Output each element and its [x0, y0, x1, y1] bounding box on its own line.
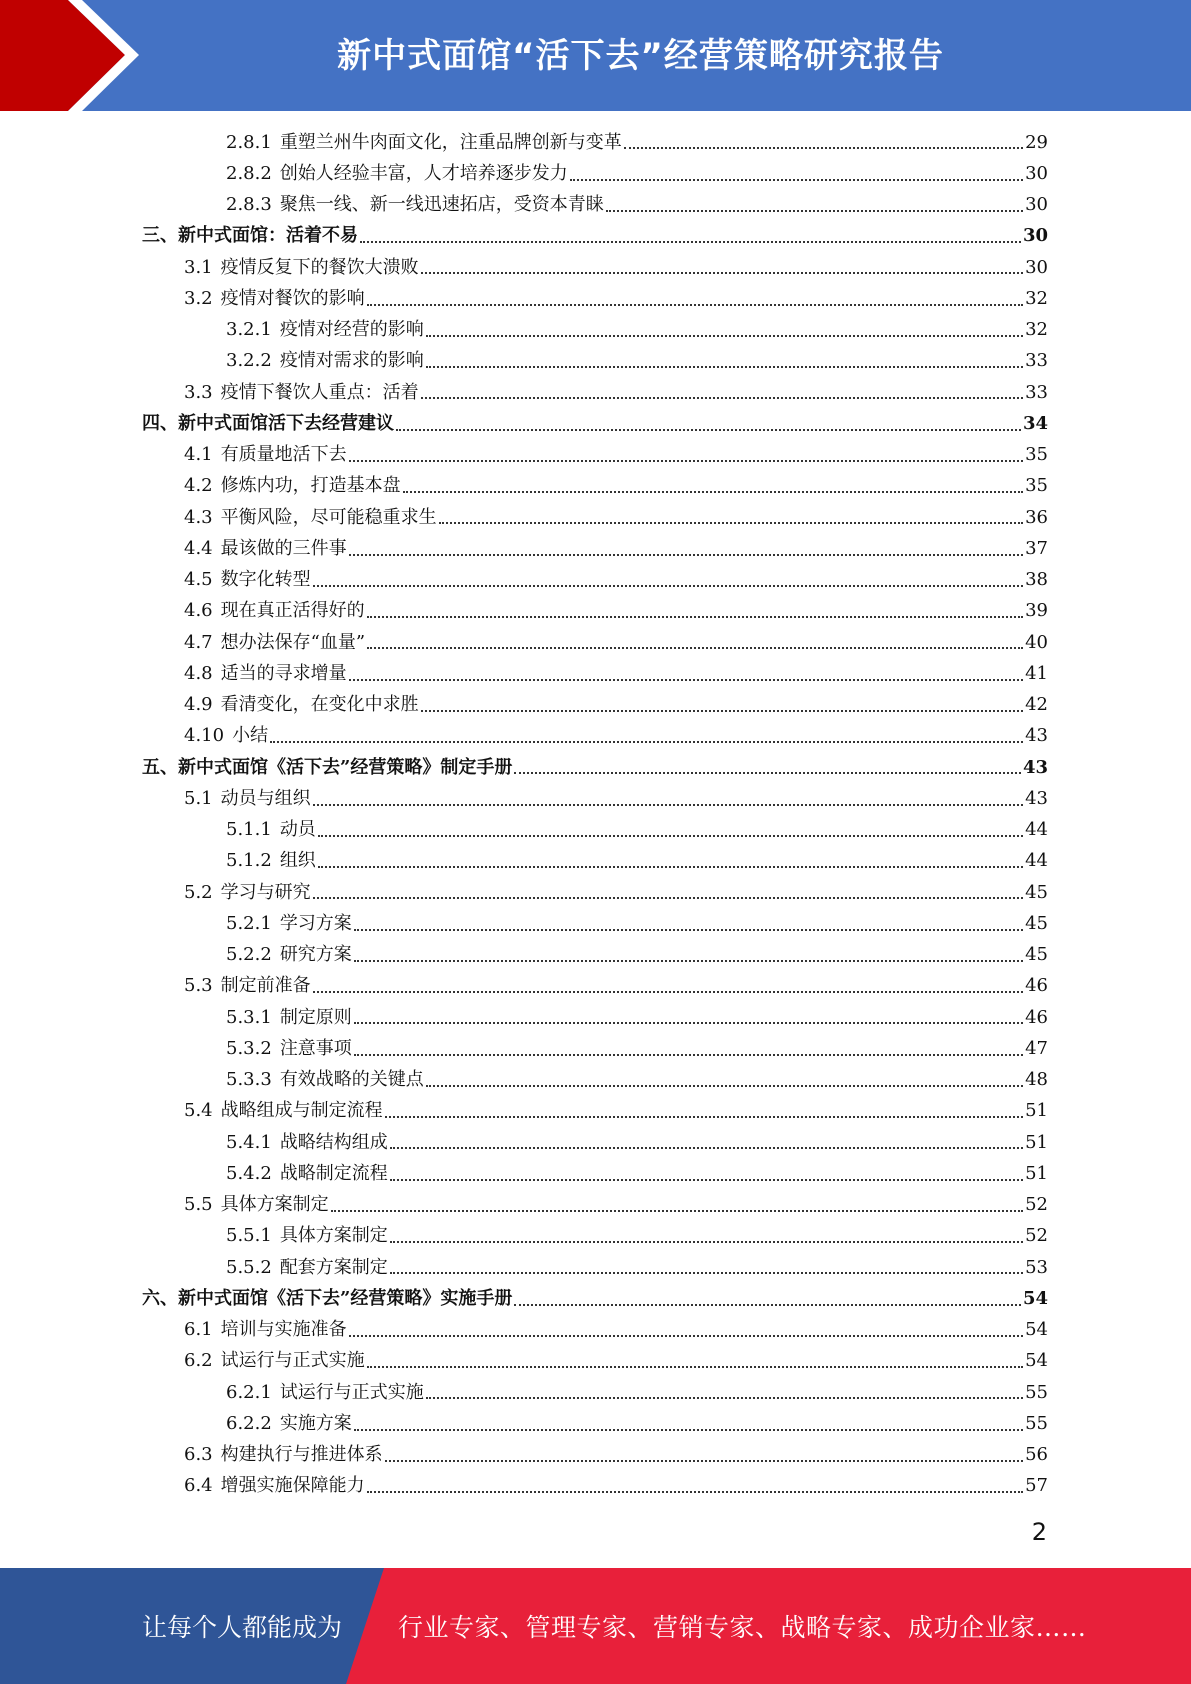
toc-entry-label	[184, 446, 347, 464]
toc-entry-number: 5.3.2	[226, 1037, 272, 1059]
toc-entry-number: 5.4.1	[226, 1131, 272, 1153]
toc-entry[interactable]	[142, 1221, 1048, 1252]
toc-entry-label	[226, 1412, 352, 1434]
toc-entry-number: 3.2	[184, 287, 213, 309]
toc-entry-label	[226, 1256, 388, 1278]
toc-entry-text: 构建执行与推进体系	[220, 1444, 383, 1466]
toc-entry-label	[226, 852, 316, 870]
toc-entry-number: 6.2.1	[226, 1381, 272, 1403]
toc-entry[interactable]	[142, 783, 1048, 814]
toc-entry-page: 44	[1025, 850, 1048, 872]
toc-entry-page: 53	[1025, 1256, 1048, 1278]
toc-entry-label	[184, 381, 419, 403]
table-of-contents	[142, 127, 1048, 1502]
toc-entry-number: 2.8.1	[226, 131, 272, 153]
toc-entry[interactable]	[142, 533, 1048, 564]
toc-entry-number: 5.1.2	[226, 850, 272, 872]
toc-dot-leader	[514, 1290, 1021, 1306]
toc-entry-page: 42	[1025, 694, 1048, 716]
toc-entry-text: 制定前准备	[220, 975, 311, 997]
toc-dot-leader	[367, 1352, 1023, 1368]
toc-entry-label	[184, 602, 365, 620]
toc-entry[interactable]	[142, 846, 1048, 877]
toc-dot-leader	[570, 165, 1023, 181]
toc-entry-page: 44	[1025, 819, 1048, 841]
toc-entry-label	[184, 1102, 383, 1120]
toc-entry-page: 54	[1025, 1350, 1048, 1372]
toc-entry-text: 试运行与正式实施	[279, 1381, 424, 1403]
toc-entry-text: 适当的寻求增量	[220, 662, 347, 684]
toc-dot-leader	[426, 1071, 1023, 1087]
toc-entry[interactable]	[142, 190, 1048, 221]
toc-entry-label	[226, 1006, 352, 1028]
toc-dot-leader	[385, 1102, 1023, 1118]
toc-entry-label	[184, 631, 366, 653]
toc-entry-text: 平衡风险，尽可能稳重求生	[220, 506, 437, 528]
toc-dot-leader	[354, 1040, 1023, 1056]
toc-entry-page: 51	[1025, 1131, 1048, 1153]
toc-entry-text: 重塑兰州牛肉面文化，注重品牌创新与变革	[279, 131, 622, 153]
toc-dot-leader	[349, 1321, 1023, 1337]
toc-entry[interactable]	[142, 1096, 1048, 1127]
toc-entry-page: 30	[1025, 256, 1048, 278]
header-title: 新中式面馆“活下去”经营策略研究报告	[337, 35, 944, 76]
toc-entry-label	[226, 821, 316, 839]
toc-dot-leader	[439, 508, 1023, 524]
toc-dot-leader	[390, 1133, 1023, 1149]
toc-entry[interactable]	[142, 283, 1048, 314]
toc-dot-leader	[313, 977, 1023, 993]
toc-entry-number: 4.5	[184, 569, 213, 591]
toc-entry-page: 39	[1025, 600, 1048, 622]
toc-dot-leader	[360, 227, 1021, 243]
toc-entry-number: 6.1	[184, 1319, 213, 1341]
toc-entry-number: 4.6	[184, 600, 213, 622]
toc-entry-number: 2.8.2	[226, 162, 272, 184]
toc-entry[interactable]	[142, 315, 1048, 346]
toc-dot-leader	[270, 727, 1023, 743]
toc-entry-text: 组织	[279, 850, 316, 872]
header-arrow-graphic	[0, 0, 160, 111]
toc-entry-page: 35	[1025, 475, 1048, 497]
toc-dot-leader	[385, 1446, 1023, 1462]
toc-entry[interactable]	[142, 690, 1048, 721]
toc-entry-page: 30	[1022, 225, 1048, 247]
toc-entry-text: 疫情对经营的影响	[279, 319, 424, 341]
toc-entry-text: 战略组成与制定流程	[220, 1100, 383, 1122]
toc-entry-text: 聚焦一线、新一线迅速拓店，受资本青睐	[279, 194, 604, 216]
toc-dot-leader	[318, 852, 1023, 868]
toc-entry-page: 35	[1025, 444, 1048, 466]
toc-entry[interactable]	[142, 877, 1048, 908]
toc-dot-leader	[367, 1477, 1023, 1493]
toc-entry-label	[184, 256, 419, 278]
toc-entry-label	[226, 352, 424, 370]
toc-entry-label	[184, 506, 437, 528]
toc-entry-page: 48	[1025, 1069, 1048, 1091]
toc-entry-label	[226, 1131, 388, 1153]
toc-entry-number: 6.4	[184, 1475, 213, 1497]
toc-entry-page: 45	[1025, 912, 1048, 934]
toc-entry-text: 试运行与正式实施	[220, 1350, 365, 1372]
toc-entry[interactable]	[142, 1033, 1048, 1064]
toc-entry-number: 5.3.1	[226, 1006, 272, 1028]
toc-entry-number: 3.2.1	[226, 319, 272, 341]
toc-entry-label	[184, 662, 347, 684]
toc-entry-text: 学习与研究	[220, 881, 311, 903]
toc-entry-text: 学习方案	[279, 912, 352, 934]
toc-entry-page: 43	[1025, 787, 1048, 809]
toc-entry-label	[184, 727, 268, 745]
toc-entry-text: 六、新中式面馆《活下去”经营策略》实施手册	[142, 1287, 513, 1309]
toc-entry-label	[226, 1037, 352, 1059]
toc-entry[interactable]	[142, 658, 1048, 689]
toc-entry-number: 5.5	[184, 1194, 213, 1216]
toc-entry-page: 41	[1025, 662, 1048, 684]
page-footer	[0, 1568, 1191, 1684]
toc-dot-leader	[396, 415, 1021, 431]
toc-entry-number: 4.1	[184, 444, 213, 466]
toc-entry-page: 55	[1025, 1381, 1048, 1403]
toc-entry-page: 32	[1025, 287, 1048, 309]
toc-entry-number: 3.1	[184, 256, 213, 278]
toc-entry-text: 配套方案制定	[279, 1256, 388, 1278]
toc-entry-text: 动员与组织	[220, 787, 311, 809]
toc-entry-text: 四、新中式面馆活下去经营建议	[142, 412, 394, 434]
toc-entry-text: 培训与实施准备	[220, 1319, 347, 1341]
toc-entry[interactable]	[142, 1065, 1048, 1096]
toc-entry-page: 43	[1025, 725, 1048, 747]
toc-entry-page: 40	[1025, 631, 1048, 653]
toc-entry-text: 战略结构组成	[279, 1131, 388, 1153]
toc-entry-label	[226, 946, 352, 964]
toc-entry-number: 4.10	[184, 725, 225, 747]
toc-entry-number: 5.1	[184, 787, 213, 809]
toc-entry-number: 5.2	[184, 881, 213, 903]
toc-entry[interactable]	[142, 1440, 1048, 1471]
toc-entry-number: 5.4	[184, 1100, 213, 1122]
toc-entry-label	[226, 1381, 424, 1403]
toc-entry[interactable]	[142, 1408, 1048, 1439]
toc-entry-number: 5.2.1	[226, 912, 272, 934]
toc-entry-number: 3.3	[184, 381, 213, 403]
toc-entry-label	[226, 1227, 388, 1245]
toc-entry-page: 51	[1025, 1100, 1048, 1122]
toc-entry[interactable]	[142, 1190, 1048, 1221]
toc-entry[interactable]	[142, 158, 1048, 189]
toc-entry-text: 小结	[232, 725, 269, 747]
toc-entry[interactable]	[142, 471, 1048, 502]
toc-entry[interactable]	[142, 721, 1048, 752]
toc-entry-page: 54	[1022, 1287, 1048, 1309]
toc-dot-leader	[403, 477, 1023, 493]
toc-entry-page: 47	[1025, 1037, 1048, 1059]
toc-entry-number: 6.2.2	[226, 1412, 272, 1434]
toc-entry[interactable]	[142, 252, 1048, 283]
toc-entry-label	[184, 1352, 365, 1370]
toc-entry-text: 疫情下餐饮人重点：活着	[220, 381, 419, 403]
toc-dot-leader	[514, 758, 1021, 774]
toc-entry-label	[142, 412, 394, 434]
toc-entry-text: 修炼内功，打造基本盘	[220, 475, 401, 497]
toc-entry-page: 54	[1025, 1319, 1048, 1341]
toc-entry-number: 4.8	[184, 662, 213, 684]
toc-entry-label	[226, 1071, 424, 1089]
toc-entry-label	[184, 477, 401, 495]
toc-entry[interactable]	[142, 1002, 1048, 1033]
toc-dot-leader	[313, 883, 1023, 899]
toc-entry-number: 4.9	[184, 694, 213, 716]
toc-entry[interactable]	[142, 1377, 1048, 1408]
toc-entry-number: 5.5.1	[226, 1225, 272, 1247]
toc-dot-leader	[390, 1258, 1023, 1274]
toc-entry-label	[184, 881, 311, 903]
toc-entry-number: 5.5.2	[226, 1256, 272, 1278]
toc-entry-page: 51	[1025, 1162, 1048, 1184]
toc-entry-label	[184, 977, 311, 995]
toc-dot-leader	[354, 1415, 1023, 1431]
toc-dot-leader	[426, 321, 1023, 337]
toc-entry-number: 4.2	[184, 475, 213, 497]
toc-entry[interactable]	[142, 1471, 1048, 1502]
toc-dot-leader	[367, 633, 1023, 649]
toc-entry-page: 52	[1025, 1225, 1048, 1247]
toc-entry[interactable]	[142, 627, 1048, 658]
toc-dot-leader	[349, 540, 1023, 556]
toc-entry[interactable]	[142, 1252, 1048, 1283]
toc-dot-leader	[390, 1165, 1023, 1181]
toc-entry-label	[226, 196, 604, 214]
toc-entry-page: 55	[1025, 1412, 1048, 1434]
toc-entry-text: 增强实施保障能力	[220, 1475, 365, 1497]
footer-slogan-right: 行业专家、管理专家、营销专家、战略专家、成功企业家……	[398, 1613, 1087, 1642]
toc-entry-page: 33	[1025, 381, 1048, 403]
toc-entry-label	[142, 1287, 513, 1309]
toc-dot-leader	[349, 665, 1023, 681]
toc-entry-page: 43	[1022, 756, 1048, 778]
toc-entry-label	[226, 1162, 388, 1184]
toc-entry[interactable]	[142, 752, 1048, 783]
toc-entry[interactable]	[142, 1315, 1048, 1346]
toc-entry-text: 三、新中式面馆：活着不易	[142, 225, 358, 247]
toc-entry[interactable]	[142, 1346, 1048, 1377]
toc-entry-number: 6.3	[184, 1444, 213, 1466]
toc-dot-leader	[313, 790, 1023, 806]
toc-entry[interactable]	[142, 127, 1048, 158]
toc-entry-label	[142, 756, 513, 778]
toc-entry-page: 38	[1025, 569, 1048, 591]
toc-entry[interactable]	[142, 377, 1048, 408]
toc-dot-leader	[421, 258, 1023, 274]
toc-entry-page: 56	[1025, 1444, 1048, 1466]
toc-entry-text: 最该做的三件事	[220, 537, 347, 559]
toc-entry-number: 6.2	[184, 1350, 213, 1372]
toc-entry-page: 45	[1025, 881, 1048, 903]
toc-entry-text: 创始人经验丰富，人才培养逐步发力	[279, 162, 568, 184]
toc-entry[interactable]	[142, 502, 1048, 533]
toc-entry-text: 研究方案	[279, 944, 352, 966]
toc-dot-leader	[421, 383, 1023, 399]
toc-entry[interactable]	[142, 940, 1048, 971]
toc-entry-page: 29	[1025, 131, 1048, 153]
toc-entry-page: 32	[1025, 319, 1048, 341]
toc-entry-number: 5.3.3	[226, 1069, 272, 1091]
toc-entry-text: 动员	[279, 819, 316, 841]
toc-entry-page: 34	[1022, 412, 1048, 434]
toc-entry-text: 疫情对餐饮的影响	[220, 287, 365, 309]
toc-entry-number: 4.7	[184, 631, 213, 653]
toc-entry-label	[184, 571, 311, 589]
toc-entry-page: 30	[1025, 194, 1048, 216]
toc-dot-leader	[624, 133, 1023, 149]
toc-entry-text: 疫情对需求的影响	[279, 350, 424, 372]
toc-entry-text: 疫情反复下的餐饮大溃败	[220, 256, 419, 278]
toc-entry-text: 注意事项	[279, 1037, 352, 1059]
toc-entry-label	[184, 1477, 365, 1495]
toc-entry-label	[184, 1196, 329, 1214]
footer-slogan-left: 让每个人都能成为	[142, 1613, 343, 1642]
toc-entry[interactable]	[142, 1158, 1048, 1189]
toc-entry-page: 30	[1025, 162, 1048, 184]
toc-entry[interactable]	[142, 346, 1048, 377]
toc-entry-page: 46	[1025, 975, 1048, 997]
toc-dot-leader	[313, 571, 1023, 587]
toc-entry-number: 5.1.1	[226, 819, 272, 841]
toc-entry-label	[142, 227, 358, 245]
toc-dot-leader	[606, 196, 1023, 212]
toc-entry-page: 57	[1025, 1475, 1048, 1497]
page-header	[0, 0, 1191, 111]
toc-entry-label	[226, 162, 568, 184]
toc-entry[interactable]	[142, 1127, 1048, 1158]
toc-entry-page: 33	[1025, 350, 1048, 372]
toc-dot-leader	[367, 602, 1023, 618]
toc-entry-text: 实施方案	[279, 1412, 352, 1434]
toc-entry[interactable]	[142, 815, 1048, 846]
toc-entry-text: 看清变化，在变化中求胜	[220, 694, 419, 716]
toc-dot-leader	[421, 696, 1023, 712]
toc-entry-number: 5.4.2	[226, 1162, 272, 1184]
toc-dot-leader	[354, 946, 1023, 962]
toc-dot-leader	[426, 352, 1023, 368]
toc-dot-leader	[426, 1383, 1023, 1399]
toc-entry-page: 37	[1025, 537, 1048, 559]
toc-entry-text: 现在真正活得好的	[220, 600, 365, 622]
toc-entry[interactable]	[142, 440, 1048, 471]
toc-dot-leader	[390, 1227, 1023, 1243]
toc-entry[interactable]	[142, 565, 1048, 596]
toc-entry-number: 4.3	[184, 506, 213, 528]
toc-entry-text: 五、新中式面馆《活下去”经营策略》制定手册	[142, 756, 513, 778]
toc-entry-text: 想办法保存“血量”	[220, 631, 366, 653]
toc-entry[interactable]	[142, 971, 1048, 1002]
page-number: 2	[1031, 1518, 1047, 1546]
toc-dot-leader	[354, 915, 1023, 931]
toc-dot-leader	[354, 1008, 1023, 1024]
toc-entry-label	[226, 912, 352, 934]
toc-entry-number: 5.3	[184, 975, 213, 997]
toc-entry-text: 制定原则	[279, 1006, 352, 1028]
toc-dot-leader	[331, 1196, 1023, 1212]
toc-entry[interactable]	[142, 408, 1048, 439]
toc-entry-label	[226, 131, 622, 153]
toc-entry-number: 5.2.2	[226, 944, 272, 966]
toc-entry-label	[226, 321, 424, 339]
toc-dot-leader	[349, 446, 1023, 462]
toc-entry-label	[184, 787, 311, 809]
toc-entry-text: 战略制定流程	[279, 1162, 388, 1184]
toc-entry-text: 数字化转型	[220, 569, 311, 591]
toc-entry-label	[184, 696, 419, 714]
toc-entry[interactable]	[142, 596, 1048, 627]
toc-entry-number: 2.8.3	[226, 194, 272, 216]
toc-entry[interactable]	[142, 1283, 1048, 1314]
toc-entry-label	[184, 1446, 383, 1464]
toc-entry[interactable]	[142, 908, 1048, 939]
toc-entry-page: 36	[1025, 506, 1048, 528]
toc-entry[interactable]	[142, 221, 1048, 252]
toc-dot-leader	[367, 290, 1023, 306]
toc-entry-label	[184, 1321, 347, 1339]
toc-entry-text: 具体方案制定	[279, 1225, 388, 1247]
toc-entry-page: 52	[1025, 1194, 1048, 1216]
toc-entry-number: 4.4	[184, 537, 213, 559]
toc-entry-label	[184, 537, 347, 559]
toc-dot-leader	[318, 821, 1023, 837]
toc-entry-text: 有质量地活下去	[220, 444, 347, 466]
toc-entry-page: 45	[1025, 944, 1048, 966]
toc-entry-label	[184, 287, 365, 309]
toc-entry-text: 有效战略的关键点	[279, 1069, 424, 1091]
toc-entry-text: 具体方案制定	[220, 1194, 329, 1216]
toc-entry-page: 46	[1025, 1006, 1048, 1028]
toc-entry-number: 3.2.2	[226, 350, 272, 372]
